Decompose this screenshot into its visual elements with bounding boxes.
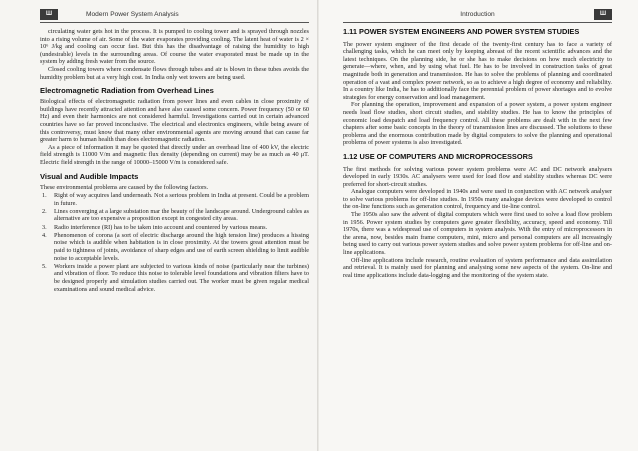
section-heading-1-12: 1.12 USE OF COMPUTERS AND MICROPROCESSORS (343, 151, 533, 161)
list-item (40, 232, 309, 262)
right-page (319, 0, 638, 451)
list-item-text: Phenomenon of corona (a sort of electric discharge around the high tension line) produces a hissing noise which is audible when habitation is in close proximity. At the towers great attention must be paid to tightness of joints, avoidance of sharp edges and use of earth screen shielding to limit audible noise to acceptable levels. (54, 231, 309, 262)
list-item-number: 5. (42, 262, 47, 270)
list-item (40, 208, 309, 223)
paragraph-factors-intro: These environmental problems are caused by the following factors. (40, 183, 209, 191)
section-heading-em-radiation: Electromagnetic Radiation from Overhead Lines (40, 86, 214, 96)
list-item-text: Right of way acquires land underneath. Not a serious problem in India at present. Could be a problem in future. (54, 192, 309, 207)
section-heading-1-11: 1.11 POWER SYSTEM ENGINEERS AND POWER SYSTEM STUDIES (343, 27, 580, 36)
paragraph-power-engineer: The power system engineer of the first decade of the twenty-first century has to face a variety of challenging tasks, which he can meet only by keeping abreast of the recent scientific advances and the latest techniques. On the planning side, he or she has to make decisions on how much electricity to generate—where, when, and by using what fuel. He has to be involved in construction tasks of great magnitude both in generation and transmission. He has to solve the problems of planning and coordinated operation of a vast and complex power network, so as to achieve a high degree of economy and reliability. In a country like India, he has to additionally face the perennial problem of power shortages and to evolve strategies for energy conservation and load management. (343, 40, 612, 101)
section-heading-visual-audible: Visual and Audible Impacts (40, 171, 139, 181)
paragraph-cooling-tower: circulating water gets hot in the process. It is pumped to cooling tower and is sprayed through nozzles into a rising volume of air. Some of the water evaporates providing cooling. The latent heat of water is 2 × 10⁶ J/kg and cooling can occur fast. But this has the disadvantage of raising the humidity to high (undesirable) levels in the surrounding areas. Of course the water evaporated must be made up in the system by adding fresh water from the source. (40, 28, 309, 66)
list-item (40, 192, 309, 207)
factors-list (40, 192, 309, 293)
paragraph-offline-applications: Off-line applications include research, routine evaluation of system performance and data assimilation and retrieval. It is mainly used for planning and analysing some new aspects of the system. On-line and real time applications include data-logging and the monitoring of the system state. (343, 256, 612, 279)
list-item-number: 2. (42, 207, 47, 215)
list-item-text: Lines converging at a large substation mar the beauty of the landscape around. Underground cables as alternative are too expensive a proposition except in congested city areas. (54, 207, 309, 223)
list-item (40, 263, 309, 293)
list-item-text: Radio interference (RI) has to be taken into account and countered by various means. (54, 223, 268, 231)
right-page-number: Ш (594, 9, 612, 20)
right-header-title: Introduction (460, 11, 495, 18)
paragraph-field-strength: As a piece of information it may be quoted that directly under an overhead line of 400 kV, the electric field strength is 11000 V/m and magnetic flux density (depending on current) may be as much as 40 μT. Electric field strength in the range of 10000–15000 V/m is considered safe. (40, 143, 309, 166)
list-item (40, 224, 309, 232)
left-running-header (40, 8, 309, 23)
list-item-number: 1. (42, 192, 47, 200)
paragraph-closed-towers: Closed cooling towers where condensate flows through tubes and air is blown in these tubes avoids the humidity problem but at a very high cost. In India only wet towers are being used. (40, 65, 309, 81)
paragraph-biological-effects: Biological effects of electromagnetic radiation from power lines and even cables in close proximity of buildings have recently attracted attention and have also caused some concern. Power frequency (50 or 60 Hz) and even their harmonics are not considered harmful. Investigations carried out in certain advanced countries have so far proved inconclusive. The electrical and electronics engineers, while being aware of this controversy, must know that many other environmental agents are moving around that can cause far greater harm to human health than does electromagnetic radiation. (40, 98, 309, 144)
list-item-number: 3. (42, 223, 47, 231)
left-page-number: Ш (40, 9, 58, 20)
list-item-number: 4. (42, 231, 47, 239)
paragraph-first-methods: The first methods for solving various power system problems were AC and DC network analysers developed in early 1930s. AC analysers were used for load flow and stability studies whereas DC were preferred for short-circuit studies. (343, 165, 612, 188)
paragraph-planning-studies: For planning the operation, improvement and expansion of a power system, a power system engineer needs load flow studies, short circuit studies, and stability studies. He has to know the principles of economic load despatch and load frequency control. All these problems are dealt with in the next few chapters after some basic concepts in the theory of transmission lines are discussed. The solutions to these problems and the enormous contribution made by digital computers to solve the planning and operational problems of power systems is also investigated. (343, 101, 612, 147)
paragraph-digital-computers: The 1950s also saw the advent of digital computers which were first used to solve a load flow problem in 1956. Power system studies by computers gave greater flexibility, accuracy, speed and economy. Till 1970s, there was a widespread use of computers in system analysis. With the entry of microprocessors in the arena, now, besides main frame computers, mini, micro and personal computers are all increasingly being used to carry out various power system studies and solve power system problems for off-line and on-line applications. (343, 211, 612, 257)
list-item-text: Workers inside a power plant are subjected to various kinds of noise (particularly near the turbines) and vibration of floor. To reduce this noise to tolerable level foundations and vibration filters have to be designed properly and simulation studies carried out. The worker must be given regular medical examinations and sound medical advice. (54, 262, 309, 293)
left-header-title: Modern Power System Analysis (86, 11, 179, 18)
paragraph-analogue-computers: Analogue computers were developed in 1940s and were used in conjunction with AC network analyser to solve various problems for off-line studies. In 1950s many analogue devices were developed to control the on-line functions such as generation control, frequency and tie-line control. (343, 188, 612, 211)
right-running-header (343, 8, 612, 23)
